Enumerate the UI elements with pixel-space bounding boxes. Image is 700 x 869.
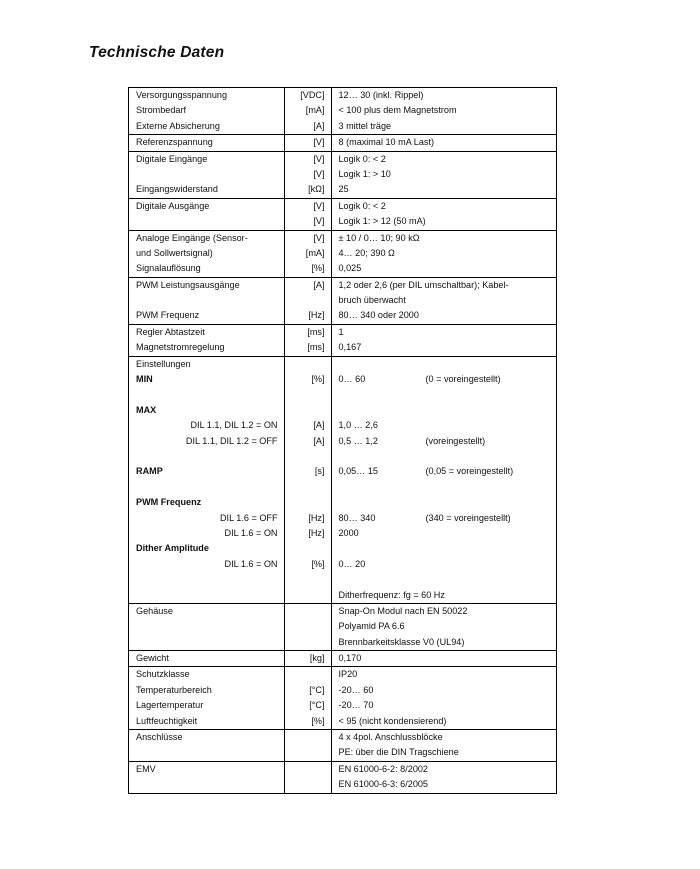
table-group-pwm-leistungsausgaenge [128, 277, 557, 324]
param-label: Gehäuse [136, 605, 173, 616]
unit-label: [Hz] [308, 527, 325, 538]
param-label: RAMP [136, 466, 163, 477]
param-label: Einstellungen [136, 358, 191, 369]
column-parameter [129, 135, 284, 150]
value-main: 0,5 … 1,2 [338, 435, 378, 446]
spacer-line [339, 495, 552, 510]
value-text [339, 199, 552, 214]
value-text [339, 182, 552, 197]
page-title: Technische Daten [89, 44, 225, 61]
column-value [331, 730, 556, 761]
value-text [339, 464, 552, 479]
param-label: MIN [136, 374, 153, 385]
unit-label: [%] [311, 715, 325, 726]
value-main [339, 497, 342, 507]
column-parameter [129, 199, 284, 230]
unit-label: [kΩ] [308, 184, 325, 195]
value-text [339, 667, 552, 682]
unit-label: [A] [313, 279, 325, 290]
param-label: Digitale Ausgänge [136, 200, 210, 211]
value-main: EN 61000-6-3: 6/2005 [338, 779, 428, 790]
spacer-line [136, 480, 278, 495]
param-label: Dither Amplitude [136, 543, 209, 554]
column-value [331, 357, 556, 603]
table-group-gewicht [128, 650, 557, 666]
value-text [339, 762, 552, 777]
spacer-line [288, 449, 325, 464]
value-main: 0,05… 15 [338, 466, 378, 477]
unit-label: [ms] [307, 342, 325, 353]
spacer-line [288, 730, 325, 745]
spacer-line [288, 541, 325, 556]
value-main [339, 389, 342, 399]
value-main: 25 [338, 184, 349, 195]
value-text [339, 418, 552, 433]
param-label: Externe Absicherung [136, 120, 220, 131]
column-unit [284, 231, 331, 277]
param-label: Versorgungsspannung [136, 90, 228, 100]
value-text [339, 135, 552, 150]
spacer-line [288, 480, 325, 495]
column-unit [284, 651, 331, 666]
spacer-line [288, 293, 325, 308]
spacer-line [339, 572, 552, 587]
value-text [339, 278, 552, 293]
value-main [339, 451, 342, 461]
spacer-line [288, 387, 325, 402]
value-main [339, 574, 342, 584]
value-main: < 100 plus dem Magnetstrom [338, 105, 457, 116]
unit-label: [%] [311, 263, 325, 274]
unit-label: [V] [313, 232, 325, 243]
unit-label: [VDC] [300, 90, 325, 100]
table-group-anschluesse [128, 729, 557, 761]
unit-label: [°C] [309, 700, 325, 711]
technical-data-table [128, 87, 557, 794]
column-value [331, 88, 556, 134]
value-text [339, 246, 552, 261]
column-value [331, 152, 556, 198]
value-text [339, 619, 552, 634]
unit-label: [V] [313, 216, 325, 227]
value-main: Logik 1: > 10 [338, 168, 391, 179]
spacer-line [288, 762, 325, 777]
param-label: Schutzklasse [136, 669, 190, 680]
spacer-line [339, 387, 552, 402]
value-main [339, 405, 342, 415]
table-group-einstellungen [128, 356, 557, 603]
param-label: und Sollwertsignal) [136, 247, 213, 258]
param-label: Gewicht [136, 653, 169, 664]
unit-label: [°C] [309, 684, 325, 695]
column-parameter [129, 604, 284, 650]
unit-label: [V] [313, 200, 325, 211]
value-text [339, 293, 552, 308]
value-main: Logik 0: < 2 [338, 200, 386, 211]
value-main [339, 482, 342, 492]
unit-label: [ms] [307, 326, 325, 337]
value-text [339, 557, 552, 572]
column-parameter [129, 278, 284, 324]
unit-label: [V] [313, 137, 325, 148]
value-main: 0… 60 [338, 374, 366, 385]
value-main: 80… 340 [338, 512, 376, 523]
value-main: 0,167 [338, 342, 362, 353]
column-value [331, 278, 556, 324]
column-unit [284, 88, 331, 134]
column-value [331, 651, 556, 666]
value-text [339, 683, 552, 698]
value-text [339, 730, 552, 745]
value-main [339, 543, 342, 553]
value-text [339, 119, 552, 134]
column-parameter [129, 325, 284, 356]
table-group-referenzspannung [128, 134, 557, 150]
column-unit [284, 604, 331, 650]
value-main: < 95 (nicht kondensierend) [338, 715, 447, 726]
column-parameter [129, 730, 284, 761]
value-note: (0 = voreingestellt) [425, 374, 501, 385]
column-unit [284, 199, 331, 230]
spacer-line [136, 745, 278, 760]
unit-label: [%] [311, 374, 325, 385]
param-label: DIL 1.6 = ON [224, 558, 278, 569]
table-group-emv [128, 761, 557, 794]
value-main: Logik 0: < 2 [338, 153, 386, 164]
spacer-line [136, 619, 278, 634]
spacer-line [136, 635, 278, 650]
param-label: Strombedarf [136, 105, 187, 116]
spacer-line [136, 777, 278, 792]
value-text [339, 526, 552, 541]
value-text [339, 434, 552, 449]
value-main: 8 (maximal 10 mA Last) [338, 137, 435, 148]
value-main: -20… 70 [338, 700, 374, 711]
column-value [331, 325, 556, 356]
column-parameter [129, 88, 284, 134]
column-value [331, 762, 556, 793]
spacer-line [339, 357, 552, 372]
param-label: PWM Frequenz [136, 497, 202, 508]
spacer-line [136, 449, 278, 464]
table-group-digitale-eingaenge [128, 151, 557, 198]
param-label: Regler Abtastzeit [136, 326, 205, 337]
value-text [339, 745, 552, 760]
value-text [339, 604, 552, 619]
spacer-line [339, 480, 552, 495]
unit-label: [%] [311, 558, 325, 569]
value-main: 2000 [338, 527, 359, 538]
value-main: 12… 30 (inkl. Rippel) [338, 90, 424, 100]
column-parameter [129, 651, 284, 666]
param-label: MAX [136, 404, 157, 415]
unit-label: [A] [313, 420, 325, 431]
value-main: 0,025 [338, 263, 362, 274]
value-main: Polyamid PA 6.6 [338, 621, 405, 632]
value-note: (340 = voreingestellt) [425, 512, 511, 523]
value-text [339, 635, 552, 650]
spacer-line [288, 403, 325, 418]
value-text [339, 167, 552, 182]
param-label: Lagertemperatur [136, 700, 204, 711]
spacer-line [288, 635, 325, 650]
value-main: 3 mittel träge [338, 120, 392, 131]
value-text [339, 511, 552, 526]
value-main: EN 61000-6-2: 8/2002 [338, 763, 428, 774]
param-label: Magnetstromregelung [136, 342, 225, 353]
value-main: bruch überwacht [338, 295, 406, 306]
spacer-line [288, 572, 325, 587]
param-label: DIL 1.1, DIL 1.2 = ON [190, 420, 278, 431]
value-main: 80… 340 oder 2000 [338, 310, 419, 321]
spacer-line [288, 495, 325, 510]
spacer-line [136, 572, 278, 587]
value-main [339, 359, 342, 369]
spacer-line [288, 619, 325, 634]
spacer-line [339, 449, 552, 464]
unit-label: [mA] [305, 247, 325, 258]
value-text [339, 325, 552, 340]
column-parameter [129, 152, 284, 198]
value-text [339, 231, 552, 246]
column-unit [284, 730, 331, 761]
spacer-line [136, 588, 278, 603]
column-unit [284, 667, 331, 729]
value-text [339, 340, 552, 355]
unit-label: [A] [313, 120, 325, 131]
spacer-line [288, 667, 325, 682]
column-value [331, 667, 556, 729]
unit-label: [Hz] [308, 512, 325, 523]
spacer-line [288, 745, 325, 760]
column-unit [284, 135, 331, 150]
param-label: DIL 1.1, DIL 1.2 = OFF [185, 435, 278, 446]
spacer-line [288, 588, 325, 603]
param-label: Anschlüsse [136, 732, 183, 743]
spacer-line [136, 167, 278, 182]
value-main: Brennbarkeitsklasse V0 (UL94) [338, 636, 465, 647]
unit-label: [A] [313, 435, 325, 446]
spacer-line [136, 387, 278, 402]
value-text [339, 588, 552, 603]
value-main: -20… 60 [338, 684, 374, 695]
value-text [339, 261, 552, 276]
column-unit [284, 152, 331, 198]
spacer-line [288, 357, 325, 372]
column-parameter [129, 762, 284, 793]
unit-label: [s] [314, 466, 325, 477]
value-main: 1,2 oder 2,6 (per DIL umschaltbar); Kabel- [338, 279, 509, 290]
value-main: Ditherfrequenz: fg = 60 Hz [338, 589, 445, 600]
spacer-line [339, 541, 552, 556]
column-value [331, 231, 556, 277]
value-main: PE: über die DIN Tragschiene [338, 747, 459, 758]
value-text [339, 714, 552, 729]
value-main: 4 x 4pol. Anschlussblöcke [338, 732, 443, 743]
value-text [339, 103, 552, 118]
param-label: Temperaturbereich [136, 684, 212, 695]
value-text [339, 152, 552, 167]
value-note: (0,05 = voreingestellt) [425, 466, 514, 477]
value-main: Logik 1: > 12 (50 mA) [338, 216, 426, 227]
unit-label: [V] [313, 168, 325, 179]
unit-label: [V] [313, 153, 325, 164]
value-text [339, 88, 552, 103]
value-main: IP20 [338, 669, 358, 680]
column-parameter [129, 357, 284, 603]
column-value [331, 135, 556, 150]
value-text [339, 372, 552, 387]
value-text [339, 698, 552, 713]
param-label: DIL 1.6 = OFF [219, 512, 278, 523]
column-parameter [129, 667, 284, 729]
table-group-digitale-ausgaenge [128, 198, 557, 230]
value-main: 4… 20; 390 Ω [338, 247, 395, 258]
value-main: 0,170 [338, 653, 362, 664]
column-value [331, 604, 556, 650]
value-text [339, 651, 552, 666]
spacer-line [288, 777, 325, 792]
value-text [339, 214, 552, 229]
value-main: 0… 20 [338, 558, 366, 569]
unit-label: [Hz] [308, 310, 325, 321]
spacer-line [339, 403, 552, 418]
param-label: Referenzspannung [136, 137, 213, 148]
spacer-line [136, 214, 278, 229]
table-group-schutzklasse [128, 666, 557, 729]
param-label: EMV [136, 763, 156, 774]
value-main: ± 10 / 0… 10; 90 kΩ [338, 232, 420, 243]
table-group-regler [128, 324, 557, 356]
unit-label: [mA] [305, 105, 325, 116]
column-value [331, 199, 556, 230]
param-label: DIL 1.6 = ON [224, 527, 278, 538]
column-parameter [129, 231, 284, 277]
column-unit [284, 762, 331, 793]
table-group-analoge-eingaenge [128, 230, 557, 277]
param-label: Eingangswiderstand [136, 184, 218, 195]
param-label: PWM Leistungsausgänge [136, 279, 240, 290]
param-label: Digitale Eingänge [136, 153, 208, 164]
value-main: Snap-On Modul nach EN 50022 [338, 605, 468, 616]
value-text [339, 308, 552, 323]
param-label: PWM Frequenz [136, 310, 200, 321]
spacer-line [288, 604, 325, 619]
param-label: Analoge Eingänge (Sensor- [136, 232, 248, 243]
value-main: 1,0 … 2,6 [338, 420, 378, 431]
table-group-versorgung [128, 87, 557, 134]
unit-label: [kg] [309, 653, 325, 664]
column-unit [284, 325, 331, 356]
param-label: Signalauflösung [136, 263, 201, 274]
param-label: Luftfeuchtigkeit [136, 715, 198, 726]
spacer-line [136, 293, 278, 308]
table-group-gehaeuse [128, 603, 557, 650]
column-unit [284, 357, 331, 603]
value-text [339, 777, 552, 792]
value-main: 1 [338, 326, 344, 337]
column-unit [284, 278, 331, 324]
value-note: (voreingestellt) [425, 435, 486, 446]
